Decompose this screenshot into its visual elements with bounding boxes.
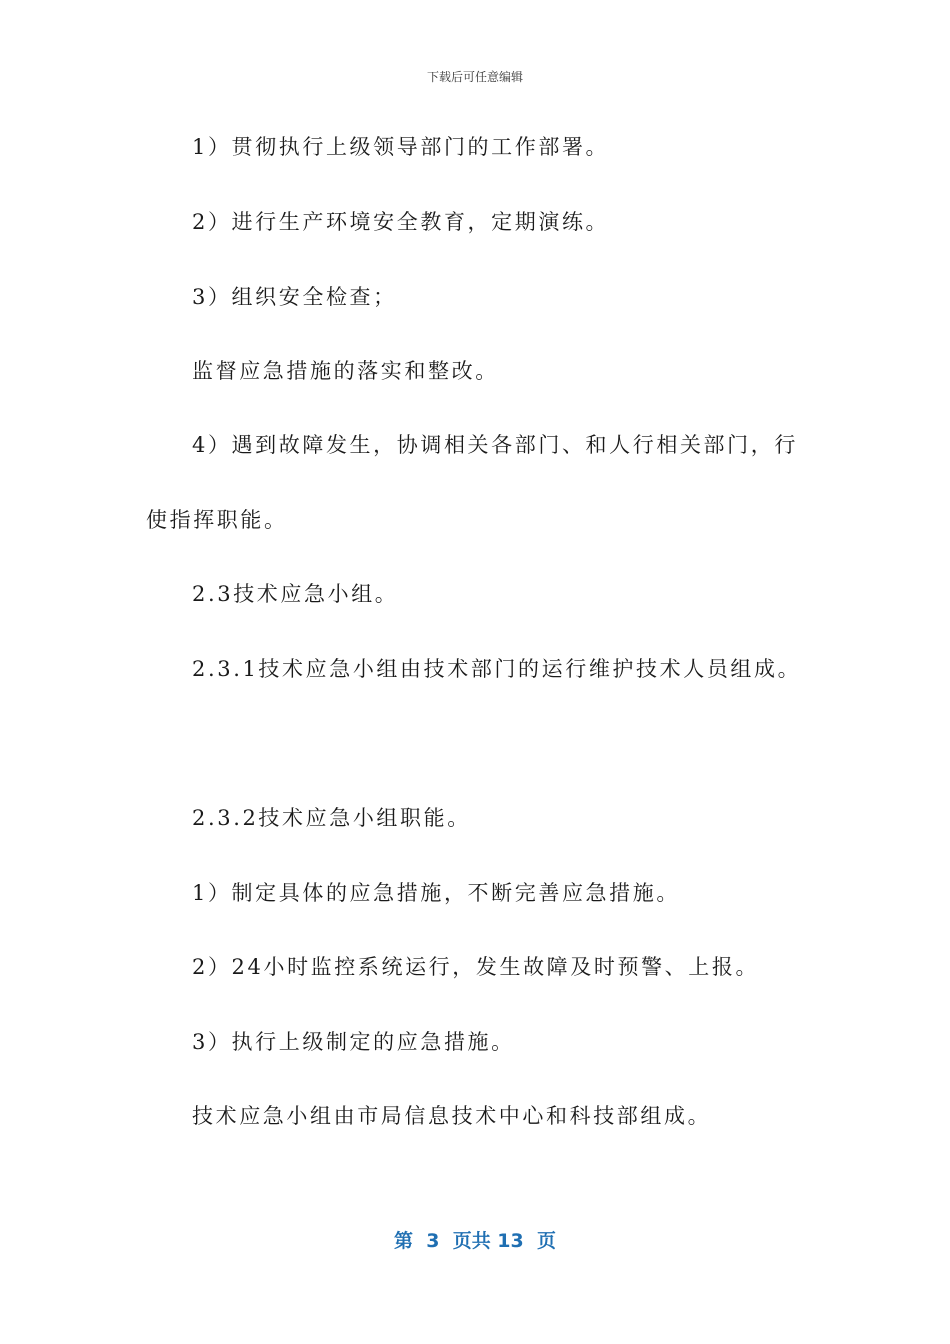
paragraph-duty-1: 1）制定具体的应急措施，不断完善应急措施。: [192, 881, 680, 905]
header-note: 下载后可任意编辑: [426, 70, 523, 84]
paragraph-5-continued: 使指挥职能。: [146, 508, 288, 532]
paragraph-3: 3）组织安全检查；: [192, 285, 397, 309]
page-number-footer: 第 3 页共 13 页: [394, 1230, 556, 1252]
paragraph-2-3-1: 2.3.1技术应急小组由技术部门的运行维护技术人员组成。: [192, 657, 802, 681]
paragraph-5: 4）遇到故障发生，协调相关各部门、和人行相关部门，行: [192, 433, 798, 457]
paragraph-2-3-2: 2.3.2技术应急小组职能。: [192, 806, 471, 830]
paragraph-4: 监督应急措施的落实和整改。: [192, 359, 499, 383]
paragraph-duty-3: 3）执行上级制定的应急措施。: [192, 1030, 515, 1054]
paragraph-1: 1）贯彻执行上级领导部门的工作部署。: [192, 135, 610, 159]
paragraph-composition: 技术应急小组由市局信息技术中心和科技部组成。: [192, 1104, 712, 1128]
section-heading-2-3: 2.3技术应急小组。: [192, 582, 399, 606]
paragraph-2: 2）进行生产环境安全教育，定期演练。: [192, 210, 610, 234]
paragraph-duty-2: 2）24小时监控系统运行，发生故障及时预警、上报。: [192, 955, 760, 979]
